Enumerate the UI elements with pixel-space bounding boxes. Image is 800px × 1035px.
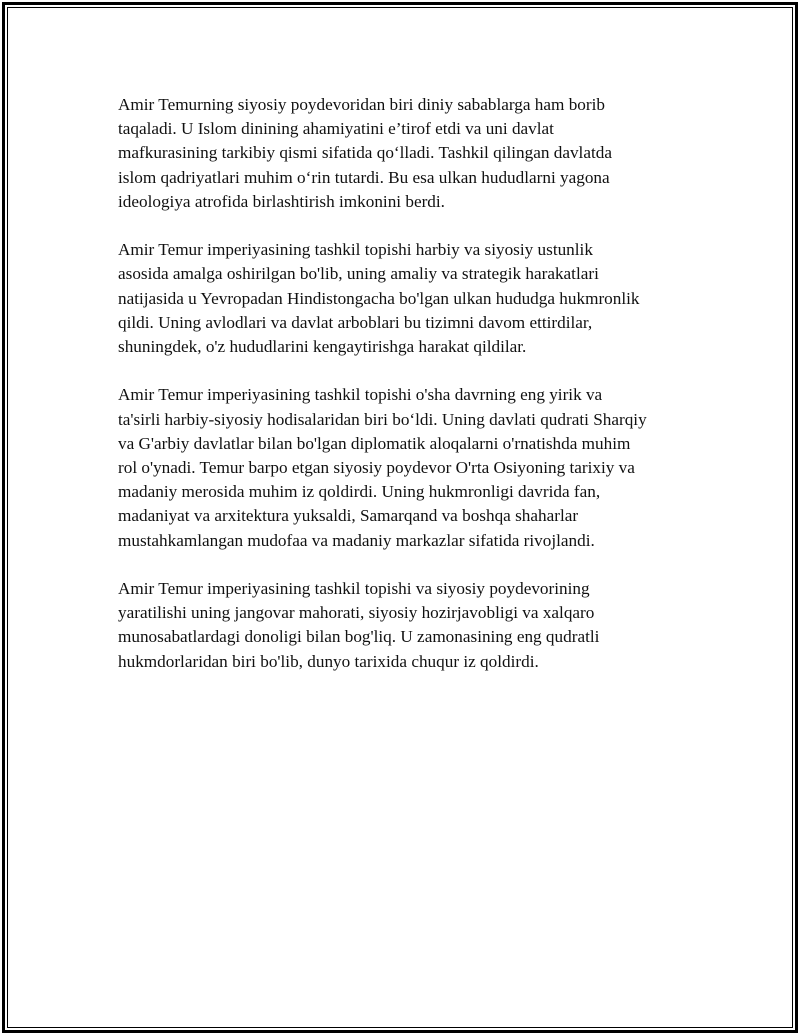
paragraph-2: Amir Temur imperiyasining tashkil topishi harbiy va siyosiy ustunlik asosida amalga oshirilgan bo'lib, uning amaliy va strategik harakatlari natijasida u Yevropadan Hindistongacha bo'lgan ulkan hududga hukmronlik qildi. Uning avlodlari va davlat arboblari bu tizimni davom ettirdilar, shuningdek, o'z hududlarini kengaytirishga harakat qildilar. (118, 240, 640, 357)
paragraph-3: Amir Temur imperiyasining tashkil topishi o'sha davrning eng yirik va ta'sirli harbiy-siyosiy hodisalaridan biri bo‘ldi. Uning davlati qudrati Sharqiy va G'arbiy davlatlar bilan bo'lgan diplomatik aloqalarni o'rnatishda muhim rol o'ynadi. Temur barpo etgan siyosiy poydevor O'rta Osiyoning tarixiy va madaniy merosida muhim iz qoldirdi. Uning hukmronligi davrida fan, madaniyat va arxitektura yuksaldi, Samarqand va boshqa shaharlar mustahkamlangan mudofaa va madaniy markazlar sifatida rivojlandi. (118, 385, 647, 550)
paragraph-4: Amir Temur imperiyasining tashkil topishi va siyosiy poydevorining yaratilishi uning jangovar mahorati, siyosiy hozirjavobligi va xalqaro munosabatlardagi donoligi bilan bog'liq. U zamonasining eng qudratli hukmdorlaridan biri bo'lib, dunyo tarixida chuqur iz qoldirdi. (118, 579, 600, 671)
paragraph-1: Amir Temurning siyosiy poydevoridan biri diniy sabablarga ham borib taqaladi. U Islom dinining ahamiyatini e’tirof etdi va uni davlat mafkurasining tarkibiy qismi sifatida qo‘lladi. Tashkil qilingan davlatda islom qadriyatlari muhim o‘rin tutardi. Bu esa ulkan hududlarni yagona ideologiya atrofida birlashtirish imkonini berdi. (118, 95, 612, 211)
document-body (118, 93, 698, 698)
